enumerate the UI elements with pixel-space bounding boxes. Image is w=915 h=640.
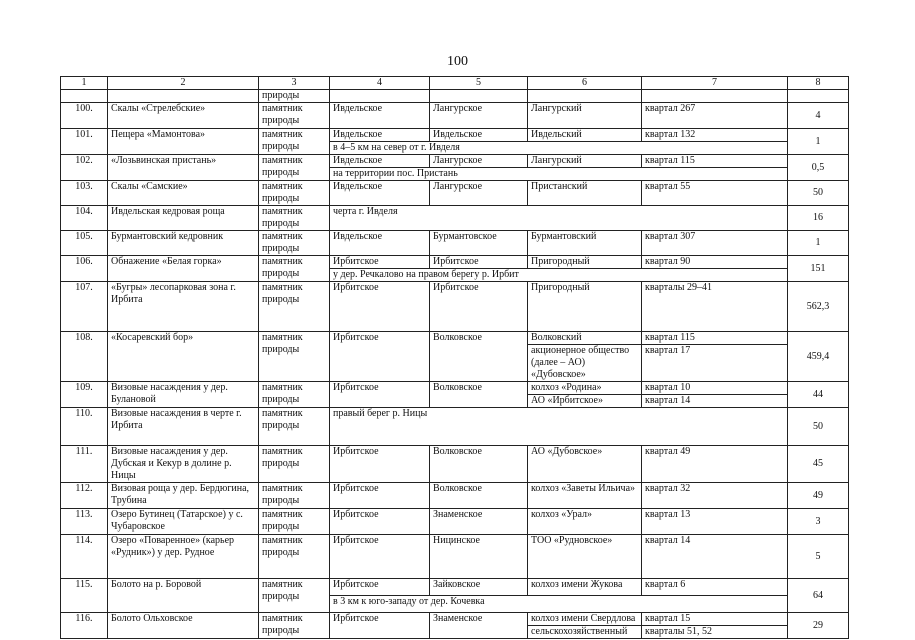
quarter-cell: квартал 14 [642,535,788,579]
object-type: памятник природы [259,332,330,382]
area-value: 0,5 [788,155,849,181]
object-name: Ивдельская кедровая роща [108,206,259,231]
subforestry-cell: Пристанский [528,181,642,206]
area-value: 16 [788,206,849,231]
forestry-cell: Волковское [430,382,528,408]
district-cell: Ивдельское [330,231,430,256]
header-cell-8: 8 [788,77,849,90]
table-row [61,535,849,579]
object-type: памятник природы [259,155,330,181]
subforestry-cell: Пригородный [528,282,642,332]
location-note: у дер. Речкалово на правом берегу р. Ирбит [330,269,788,282]
subforestry-cell: колхоз «Заветы Ильича» [528,483,642,509]
table-row [61,282,849,332]
quarter-cell: квартал 132 [642,129,788,142]
carry-cell [528,90,642,103]
table-row [61,613,849,639]
table-row [61,103,849,129]
carry-row [61,90,849,103]
subforestry-cell: Бурмантовский [528,231,642,256]
forestry-cell: Знаменское [430,509,528,535]
object-type: памятник природы [259,579,330,613]
object-name: Болото на р. Боровой [108,579,259,613]
table-row [61,408,849,446]
district-cell: Ирбитское [330,282,430,332]
object-name: «Косаревский бор» [108,332,259,382]
object-name: Визовые насаждения в черте г. Ирбита [108,408,259,446]
quarter-cell: квартал 49 [642,446,788,483]
carry-cell [108,90,259,103]
subforestry-cell: ТОО «Рудновское» [528,535,642,579]
table-row [61,181,849,206]
area-value: 29 [788,613,849,639]
object-type: памятник природы [259,231,330,256]
carry-cell [61,90,108,103]
subforestry-cell-extra: АО «Ирбитское» [528,394,641,407]
object-name: Визовая роща у дер. Бердюгина, Трубина [108,483,259,509]
header-cell-2: 2 [108,77,259,90]
district-cell: Ирбитское [330,256,430,269]
area-value: 1 [788,129,849,155]
forestry-cell: Бурмантовское [430,231,528,256]
row-number: 110. [61,408,108,446]
district-cell: Ирбитское [330,483,430,509]
area-value: 49 [788,483,849,509]
header-cell-5: 5 [430,77,528,90]
forestry-cell: Волковское [430,483,528,509]
row-number: 106. [61,256,108,282]
district-cell: Ивдельское [330,103,430,129]
quarter-cell: квартал 307 [642,231,788,256]
table-row [61,446,849,483]
forestry-cell: Лангурское [430,181,528,206]
row-number: 100. [61,103,108,129]
object-name: Обнажение «Белая горка» [108,256,259,282]
forestry-cell: Волковское [430,446,528,483]
header-cell-4: 4 [330,77,430,90]
object-type: памятник природы [259,408,330,446]
object-name: Пещера «Мамонтова» [108,129,259,155]
location-description: правый берег р. Ницы [330,408,788,446]
district-cell: Ирбитское [330,446,430,483]
quarter-cell: квартал 15 кварталы 51, 52 [642,613,788,639]
district-cell: Ивдельское [330,181,430,206]
object-name: Визовые насаждения у дер. Дубская и Кекур в долине р. Ницы [108,446,259,483]
nature-monuments-table [60,76,849,639]
object-type: памятник природы [259,382,330,408]
quarter-cell: квартал 55 [642,181,788,206]
object-name: Озеро Бутинец (Татарское) у с. Чубаровское [108,509,259,535]
table-row [61,332,849,382]
district-cell: Ивдельское [330,155,430,168]
row-number: 101. [61,129,108,155]
district-cell: Ирбитское [330,613,430,639]
forestry-cell: Ирбитское [430,282,528,332]
area-value: 5 [788,535,849,579]
location-note: в 3 км к юго-западу от дер. Кочевка [330,596,788,613]
carry-cell [430,90,528,103]
object-type: памятник природы [259,282,330,332]
table-row [61,155,849,168]
object-name: Визовые насаждения у дер. Булановой [108,382,259,408]
location-description: черта г. Ивделя [330,206,788,231]
area-value: 3 [788,509,849,535]
quarter-cell: квартал 115 квартал 17 [642,332,788,382]
table-row [61,206,849,231]
table-row [61,129,849,142]
object-type: памятник природы [259,103,330,129]
subforestry-cell-extra: акционерное общество (далее – АО) «Дубовское» [528,344,641,381]
carry-cell [642,90,788,103]
row-number: 104. [61,206,108,231]
quarter-cell: квартал 10 квартал 14 [642,382,788,408]
object-name: Скалы «Стрелебские» [108,103,259,129]
forestry-cell: Волковское [430,332,528,382]
table-row [61,382,849,408]
quarter-cell: квартал 90 [642,256,788,269]
object-type: памятник природы [259,181,330,206]
object-type: памятник природы [259,129,330,155]
object-name: Озеро «Поваренное» (карьер «Рудник») у дер. Рудное [108,535,259,579]
forestry-cell: Ирбитское [430,256,528,269]
object-type: памятник природы [259,535,330,579]
row-number: 112. [61,483,108,509]
object-type: памятник природы [259,483,330,509]
row-number: 109. [61,382,108,408]
quarter-cell-extra: кварталы 51, 52 [642,625,787,638]
subforestry-cell: Пригородный [528,256,642,269]
quarter-cell-extra: квартал 17 [642,344,787,357]
area-value: 151 [788,256,849,282]
quarter-cell: квартал 115 [642,155,788,168]
forestry-cell: Ивдельское [430,129,528,142]
header-cell-6: 6 [528,77,642,90]
row-number: 113. [61,509,108,535]
subforestry-cell: Ивдельский [528,129,642,142]
carry-cell: природы [259,90,330,103]
district-cell: Ирбитское [330,535,430,579]
carry-cell [788,90,849,103]
district-cell: Ирбитское [330,332,430,382]
area-value: 45 [788,446,849,483]
row-number: 105. [61,231,108,256]
object-name: Скалы «Самские» [108,181,259,206]
subforestry-cell: колхоз «Родина» АО «Ирбитское» [528,382,642,408]
row-number: 107. [61,282,108,332]
header-cell-3: 3 [259,77,330,90]
district-cell: Ирбитское [330,509,430,535]
object-type: памятник природы [259,256,330,282]
table-row [61,231,849,256]
header-cell-1: 1 [61,77,108,90]
table-row [61,579,849,596]
area-value: 562,3 [788,282,849,332]
forestry-cell: Зайковское [430,579,528,596]
forestry-cell: Знаменское [430,613,528,639]
area-value: 459,4 [788,332,849,382]
carry-cell [330,90,430,103]
header-row [61,77,849,90]
row-number: 111. [61,446,108,483]
table-row [61,509,849,535]
row-number: 102. [61,155,108,181]
row-number: 116. [61,613,108,639]
object-name: «Лозьвинская пристань» [108,155,259,181]
forestry-cell: Лангурское [430,155,528,168]
object-type: памятник природы [259,206,330,231]
area-value: 64 [788,579,849,613]
area-value: 4 [788,103,849,129]
header-cell-7: 7 [642,77,788,90]
area-value: 50 [788,181,849,206]
district-cell: Ирбитское [330,579,430,596]
row-number: 103. [61,181,108,206]
subforestry-cell: АО «Дубовское» [528,446,642,483]
district-cell: Ивдельское [330,129,430,142]
subforestry-cell-extra: сельскохозяйственный [528,625,641,638]
object-name: «Бугры» лесопарковая зона г. Ирбита [108,282,259,332]
quarter-cell: квартал 6 [642,579,788,596]
page-number: 100 [447,54,468,69]
area-value: 44 [788,382,849,408]
quarter-cell-extra: квартал 14 [642,394,787,407]
district-cell: Ирбитское [330,382,430,408]
area-value: 50 [788,408,849,446]
quarter-cell: кварталы 29–41 [642,282,788,332]
location-note: на территории пос. Пристань [330,168,788,181]
row-number: 115. [61,579,108,613]
quarter-cell: квартал 267 [642,103,788,129]
quarter-cell: квартал 32 [642,483,788,509]
forestry-cell: Лангурское [430,103,528,129]
subforestry-cell: колхоз имени Жукова [528,579,642,596]
table-row [61,256,849,269]
subforestry-cell: Волковский акционерное общество (далее – АО) «Дубовское» [528,332,642,382]
object-type: памятник природы [259,509,330,535]
table-row [61,483,849,509]
object-type: памятник природы [259,613,330,639]
subforestry-cell: колхоз имени Свердлова сельскохозяйственный [528,613,642,639]
subforestry-cell: Лангурский [528,103,642,129]
quarter-cell: квартал 13 [642,509,788,535]
object-type: памятник природы [259,446,330,483]
area-value: 1 [788,231,849,256]
location-note: в 4–5 км на север от г. Ивделя [330,142,788,155]
object-name: Бурмантовский кедровник [108,231,259,256]
subforestry-cell: колхоз «Урал» [528,509,642,535]
row-number: 108. [61,332,108,382]
forestry-cell: Ницинское [430,535,528,579]
row-number: 114. [61,535,108,579]
object-name: Болото Ольховское [108,613,259,639]
subforestry-cell: Лангурский [528,155,642,168]
